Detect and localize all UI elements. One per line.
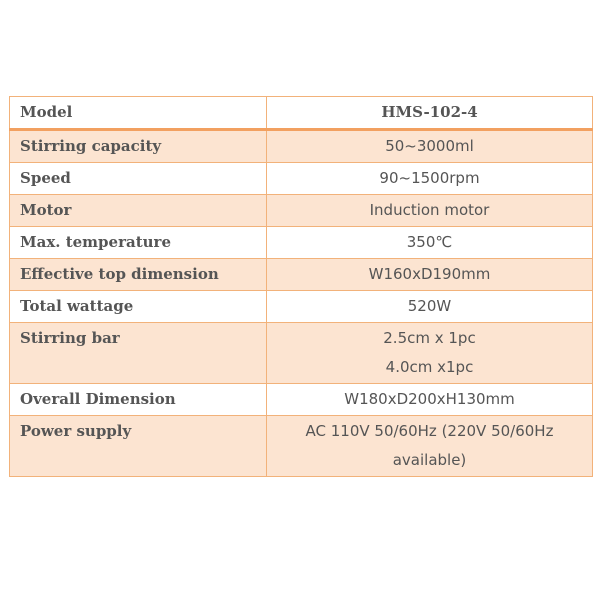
row-label: Power supply xyxy=(10,416,267,477)
table-row xyxy=(10,323,593,384)
row-label: Motor xyxy=(10,195,267,227)
table-header-row xyxy=(10,97,593,130)
spec-table xyxy=(9,96,593,477)
row-value: W160xD190mm xyxy=(267,259,593,291)
row-value: W180xD200xH130mm xyxy=(267,384,593,416)
row-value: 90~1500rpm xyxy=(267,163,593,195)
row-label: Stirring bar xyxy=(10,323,267,384)
table-row xyxy=(10,416,593,477)
table-row xyxy=(10,259,593,291)
table-row xyxy=(10,130,593,163)
header-label: Model xyxy=(10,97,267,130)
table-row xyxy=(10,163,593,195)
row-label: Stirring capacity xyxy=(10,130,267,163)
table-row xyxy=(10,384,593,416)
table-row xyxy=(10,227,593,259)
row-label: Overall Dimension xyxy=(10,384,267,416)
table-row xyxy=(10,291,593,323)
row-label: Speed xyxy=(10,163,267,195)
row-value: 2.5cm x 1pc 4.0cm x1pc xyxy=(267,323,593,384)
header-model-value: HMS-102-4 xyxy=(267,97,593,130)
row-label: Effective top dimension xyxy=(10,259,267,291)
row-value: Induction motor xyxy=(267,195,593,227)
row-value: 350℃ xyxy=(267,227,593,259)
row-value: 50~3000ml xyxy=(267,130,593,163)
row-value: AC 110V 50/60Hz (220V 50/60Hz available) xyxy=(267,416,593,477)
row-value: 520W xyxy=(267,291,593,323)
table-row xyxy=(10,195,593,227)
row-label: Total wattage xyxy=(10,291,267,323)
row-label: Max. temperature xyxy=(10,227,267,259)
